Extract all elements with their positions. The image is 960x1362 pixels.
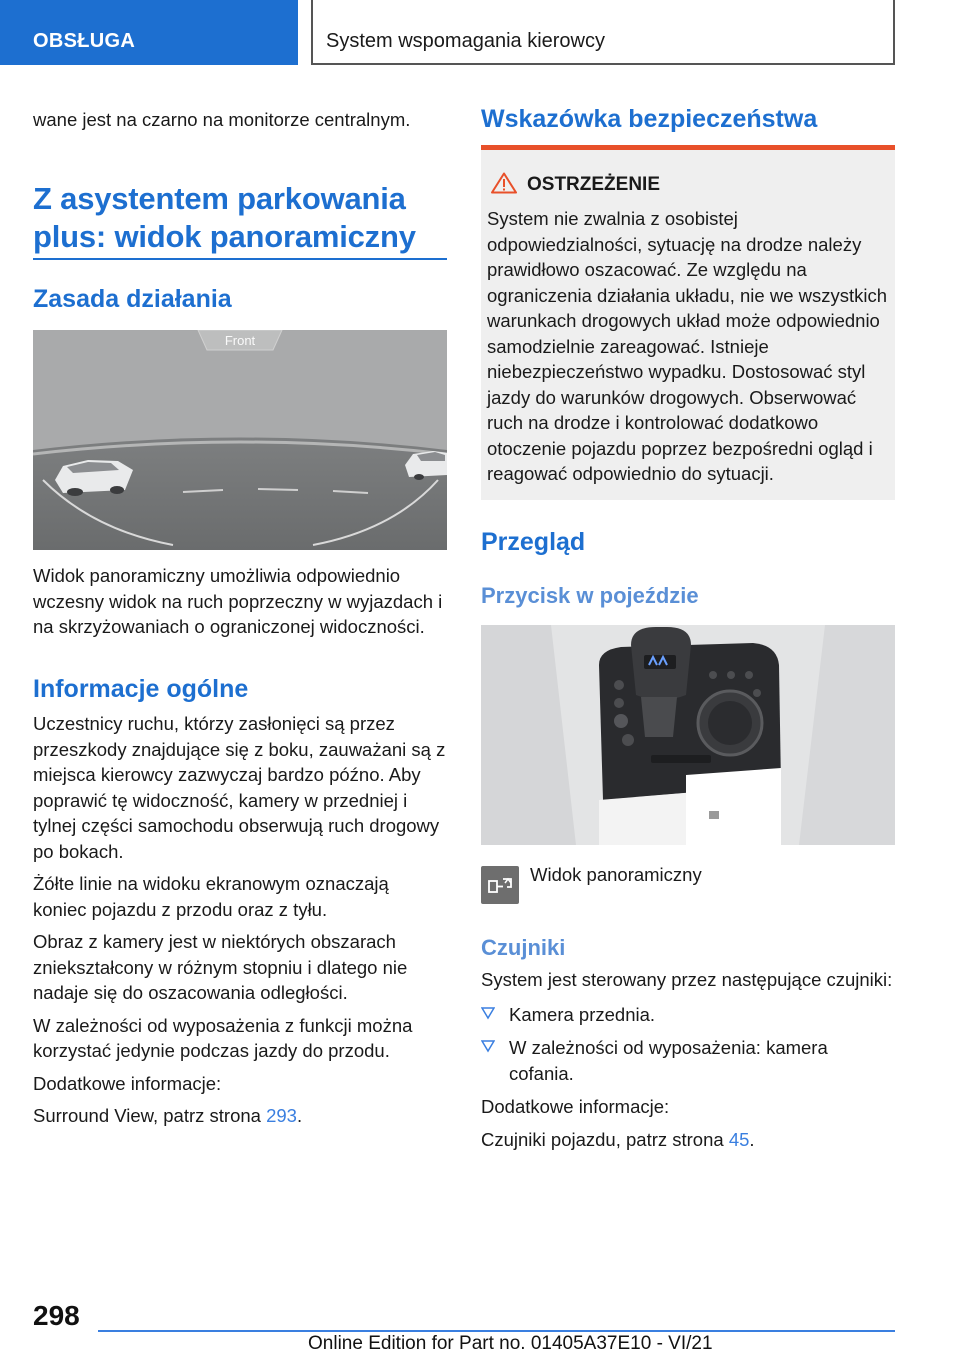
footer-rule (98, 1330, 895, 1332)
page-number: 298 (33, 1300, 80, 1331)
center-console-image (481, 625, 895, 845)
list-item (481, 1002, 895, 1028)
principle-heading: Zasada działania (33, 285, 232, 313)
warning-triangle-icon (491, 172, 517, 194)
general-paragraph-1: Uczestnicy ruchu, którzy zasłonięci są przez przeszkody znajdujące się z boku, zauważani są z miejsca kierowcy zazwyczaj bardzo późno. Aby poprawić tę widoczność, kamery w przedniej i tylnej części samochodu obserwują ruch drogowy po bokach. (33, 713, 446, 862)
warning-box (481, 150, 895, 500)
cross-reference (33, 1103, 447, 1129)
panoramic-view-illustration (33, 330, 447, 550)
sensors-intro: System jest sterowany przez następujące czujniki: (481, 969, 893, 990)
front-label: Front (224, 333, 256, 348)
general-paragraph-3: Obraz z kamery jest w niektórych obszarach zniekształcony w różnym stopniu i dlatego nie nadaje się do oszacowania odległości. (33, 931, 408, 1003)
overview-heading: Przegląd (481, 528, 586, 556)
panoramic-view-image (33, 330, 447, 550)
general-paragraph-4: W zależności od wyposażenia z funkcji można korzystać jedynie podczas jazdy do przodu. (33, 1014, 413, 1061)
cross-reference-end: . (749, 1128, 755, 1150)
button-label: Widok panoramiczny (530, 864, 702, 885)
heading-rule (33, 258, 447, 260)
sensor-item-1: Kamera przednia. (509, 1003, 656, 1025)
panoramic-view-button-icon (481, 866, 519, 904)
section-tab (0, 0, 298, 65)
continued-text: wane jest na czarno na monitorze centralnym. (33, 109, 411, 130)
cross-reference-text: Surround View, patrz strona (33, 1105, 267, 1126)
general-heading: Informacje ogólne (33, 675, 249, 703)
more-info-label: Dodatkowe informacje: (33, 1072, 222, 1094)
cross-reference-end: . (296, 1105, 303, 1126)
image-caption: Widok panoramiczny umożliwia odpowiednio wczesny widok na ruch poprzeczny w wyjazdach i na skrzyżowaniach o ograniczonej widoczności. (33, 565, 443, 637)
page-link-45[interactable]: 45 (728, 1128, 750, 1150)
button-heading: Przycisk w pojeździe (481, 583, 699, 608)
sensors-heading: Czujniki (481, 935, 566, 960)
center-console-illustration (481, 625, 895, 845)
safety-heading: Wskazówka bezpieczeństwa (481, 105, 818, 133)
cross-reference (481, 1127, 895, 1153)
edition-text: Online Edition for Part no. 01405A37E10 - VI/21 (308, 1333, 713, 1354)
general-section (33, 711, 447, 1129)
sensors-section (481, 967, 895, 1152)
section-label: OBSŁUGA (33, 30, 136, 52)
sensor-item-2: W zależności od wyposażenia: kamera cofania. (509, 1037, 828, 1084)
general-paragraph-2: Żółte linie na widoku ekranowym oznaczają koniec pojazdu z przodu oraz z tyłu. (33, 873, 389, 920)
sensors-list (481, 1002, 895, 1087)
main-heading: Z asystentem parkowania plus: widok panoramiczny (33, 181, 416, 254)
car-left-icon (55, 460, 133, 496)
triangle-bullet-icon (481, 1006, 495, 1020)
chapter-title: System wspomagania kierowcy (326, 30, 605, 52)
warning-title: OSTRZEŻENIE (527, 174, 661, 195)
list-item (481, 1035, 895, 1086)
camera-view-icon (481, 866, 519, 904)
warning-text: System nie zwalnia z osobistej odpowiedzialności, sytuację na drodze należy prawidłowo oszacować. Ze względu na ograniczenia działania układu, nie we wszystkich warunkach drogowych układ może odpowiednio samodzielnie zareagować. Istnieje niebezpieczeństwo wypadku. Dostosować styl jazdy do warunków drogowych. Obserwować ruch na drodze i kontrolować dodatkowo otoczenie pojazdu poprzez bezpośredni ogląd i reagować odpowiednio do sytuacji. (487, 208, 888, 484)
more-info-label: Dodatkowe informacje: (481, 1096, 670, 1117)
cross-reference-text: Czujniki pojazdu, patrz strona (481, 1128, 729, 1150)
triangle-bullet-icon (481, 1039, 495, 1053)
chapter-header (311, 0, 895, 65)
page-link-293[interactable]: 293 (266, 1105, 297, 1126)
